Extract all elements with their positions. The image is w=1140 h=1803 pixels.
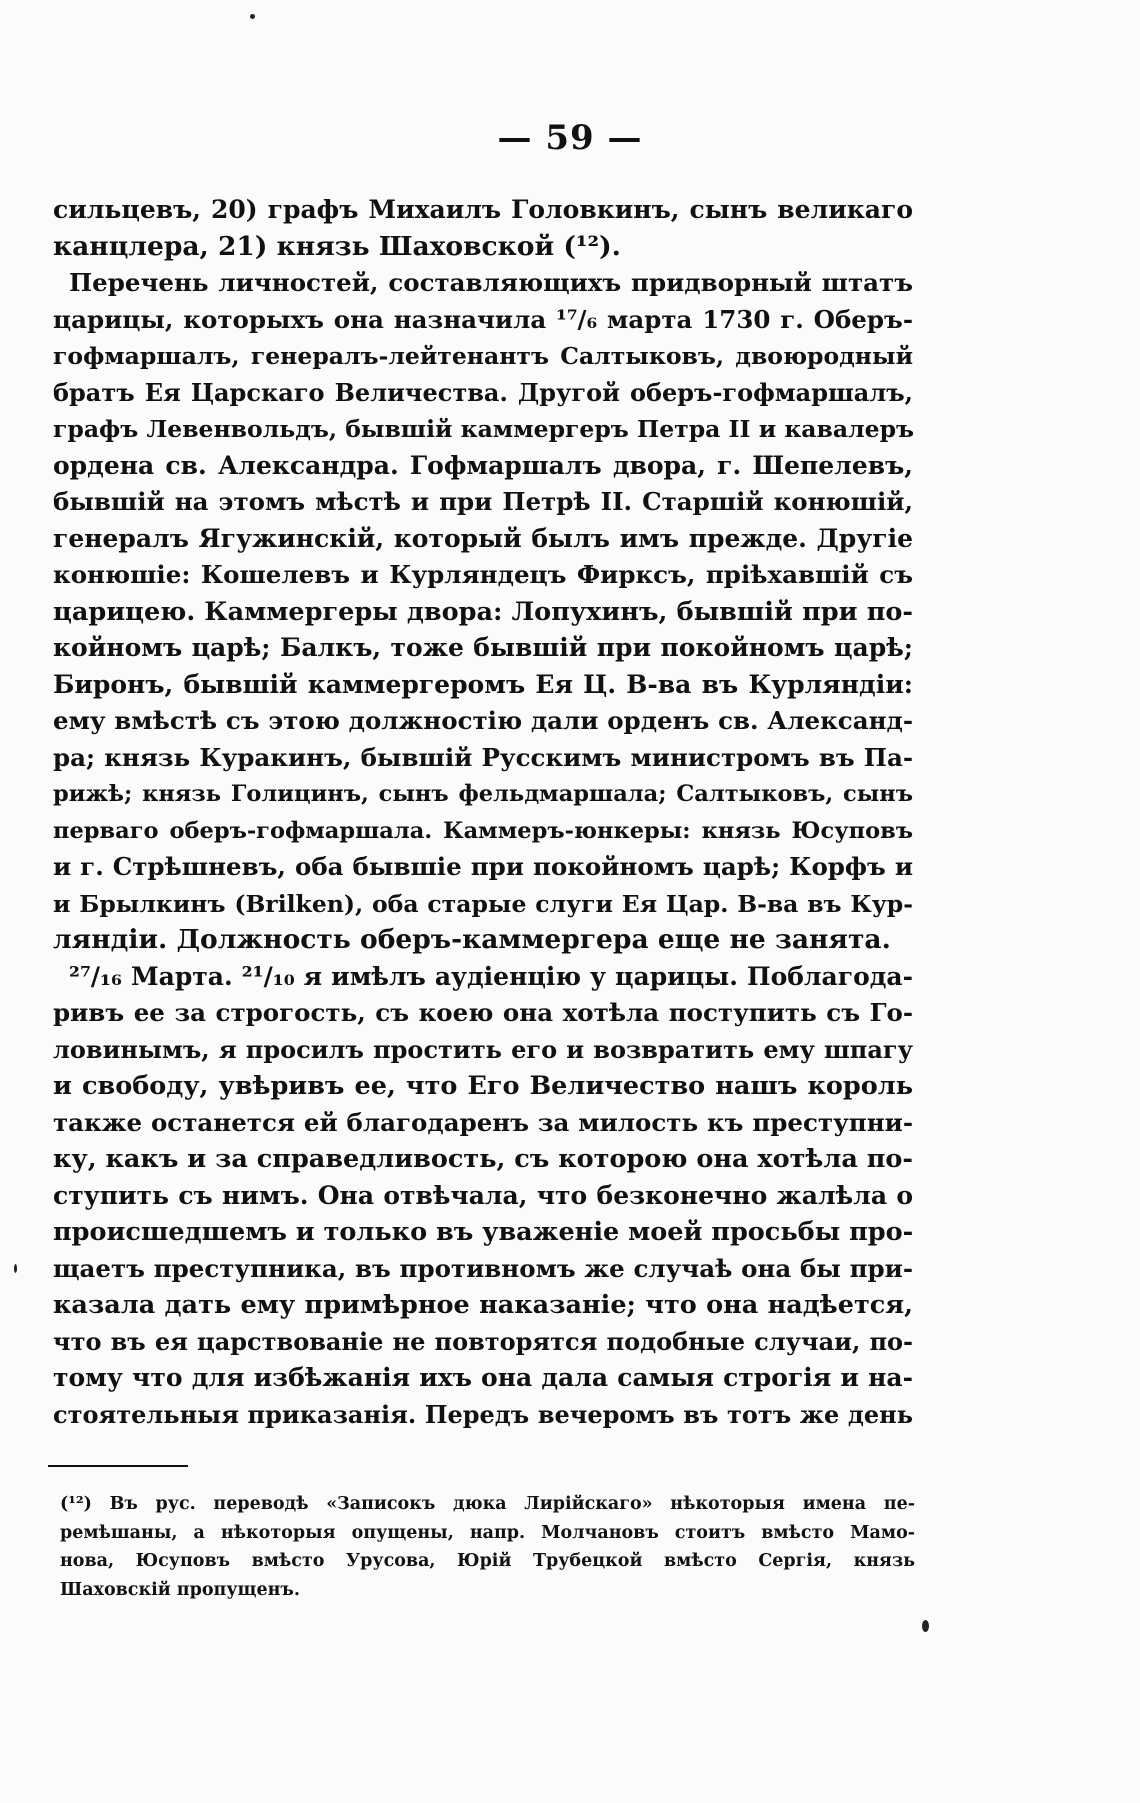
body-line: Перечень личностей, составляющихъ придворный штатъ	[69, 268, 913, 297]
body-line: канцлера, 21) князь Шаховской (¹²).	[53, 230, 621, 262]
body-line: койномъ царѣ; Балкъ, тоже бывшій при покойномъ царѣ;	[53, 633, 913, 662]
body-line: и Брылкинъ (Brilken), оба старые слуги Ея Цар. В-ва въ Кур-	[53, 889, 913, 918]
body-line: казала дать ему примѣрное наказаніе; что она надѣется,	[53, 1290, 913, 1320]
body-line: генералъ Ягужинскій, который былъ имъ прежде. Другіе	[53, 523, 913, 553]
body-line: ордена св. Александра. Гофмаршалъ двора, г. Шепелевъ,	[53, 450, 913, 480]
ink-speck-bottom	[922, 1620, 929, 1632]
body-line: тому что для избѣжанія ихъ она дала самыя строгія и на-	[53, 1363, 913, 1392]
footnote-line: ремѣшаны, а нѣкоторыя опущены, напр. Молчановъ стоитъ вмѣсто Мамо-	[60, 1522, 915, 1543]
body-line: ему вмѣстѣ съ этою должностію дали орденъ св. Александ-	[53, 706, 913, 735]
body-line: Биронъ, бывшій каммергеромъ Ея Ц. В-ва въ Курляндіи:	[53, 669, 913, 699]
body-line: бывшій на этомъ мѣстѣ и при Петрѣ II. Старшій конюшій,	[53, 487, 913, 516]
body-line: происшедшемъ и только въ уваженіе моей просьбы про-	[53, 1217, 914, 1247]
footnote-line: Шаховскій пропущенъ.	[60, 1579, 300, 1600]
body-line: стоятельныя приказанія. Передъ вечеромъ въ тотъ же день	[53, 1399, 913, 1429]
body-line: ку, какъ и за справедливость, съ которою она хотѣла по-	[53, 1144, 913, 1174]
body-line: гофмаршалъ, генералъ-лейтенантъ Салтыковъ, двоюродный	[53, 342, 913, 370]
body-line: царицы, которыхъ она назначила ¹⁷/₆ марта 1730 г. Оберъ-	[53, 304, 913, 334]
body-line: также останется ей благодаренъ за милость къ преступни-	[53, 1107, 913, 1137]
body-line: царицею. Каммергеры двора: Лопухинъ, бывшій при по-	[53, 596, 913, 627]
body-line: щаетъ преступника, въ противномъ же случаѣ она бы при-	[53, 1253, 913, 1283]
body-line: перваго оберъ-гофмаршала. Каммеръ-юнкеры: князь Юсуповъ	[53, 817, 913, 844]
body-text	[53, 192, 913, 1433]
body-line: ривъ ее за строгость, съ коею она хотѣла поступить съ Го-	[53, 998, 913, 1027]
body-line: рижѣ; князь Голицинъ, сынъ фельдмаршала; Салтыковъ, сынъ	[53, 781, 913, 807]
page-number: — 59 —	[497, 118, 643, 158]
body-line: ляндіи. Должность оберъ-каммергера еще не занята.	[53, 924, 891, 955]
footnote-line: нова, Юсуповъ вмѣсто Урусова, Юрій Трубецкой вмѣсто Сергія, князь	[60, 1551, 915, 1571]
body-line: ловинымъ, я просилъ простить его и возвратить ему шпагу	[53, 1034, 913, 1064]
body-line: конюшіе: Кошелевъ и Курляндецъ Фирксъ, пріѣхавшій съ	[53, 560, 913, 589]
body-line: что въ ея царствованіе не повторятся подобные случаи, по-	[53, 1326, 913, 1356]
body-line: графъ Левенвольдъ, бывшій каммергеръ Петра II и кавалеръ	[53, 415, 915, 443]
body-line: и свободу, увѣривъ ее, что Его Величество нашъ король	[53, 1071, 913, 1101]
ink-speck-top	[250, 14, 255, 19]
body-line: ступить съ нимъ. Она отвѣчала, что безконечно жалѣла о	[53, 1180, 913, 1210]
body-line: и г. Стрѣшневъ, оба бывшіе при покойномъ царѣ; Корфъ и	[53, 852, 913, 881]
footnote-line: (¹²) Въ рус. переводѣ «Записокъ дюка Лирійскаго» нѣкоторыя имена пе-	[60, 1494, 915, 1514]
body-line: сильцевъ, 20) графъ Михаилъ Головкинъ, сынъ великаго	[53, 195, 913, 224]
body-line: братъ Ея Царскаго Величества. Другой оберъ-гофмаршалъ,	[53, 377, 913, 407]
body-line: ра; князь Куракинъ, бывшій Русскимъ министромъ въ Па-	[53, 742, 913, 772]
body-line: ²⁷/₁₆ Марта. ²¹/₁₀ я имѣлъ аудіенцію у царицы. Поблагода-	[69, 961, 913, 991]
ink-speck-margin	[14, 1264, 17, 1273]
footnote-divider	[48, 1465, 188, 1467]
footnotes	[60, 1490, 915, 1604]
